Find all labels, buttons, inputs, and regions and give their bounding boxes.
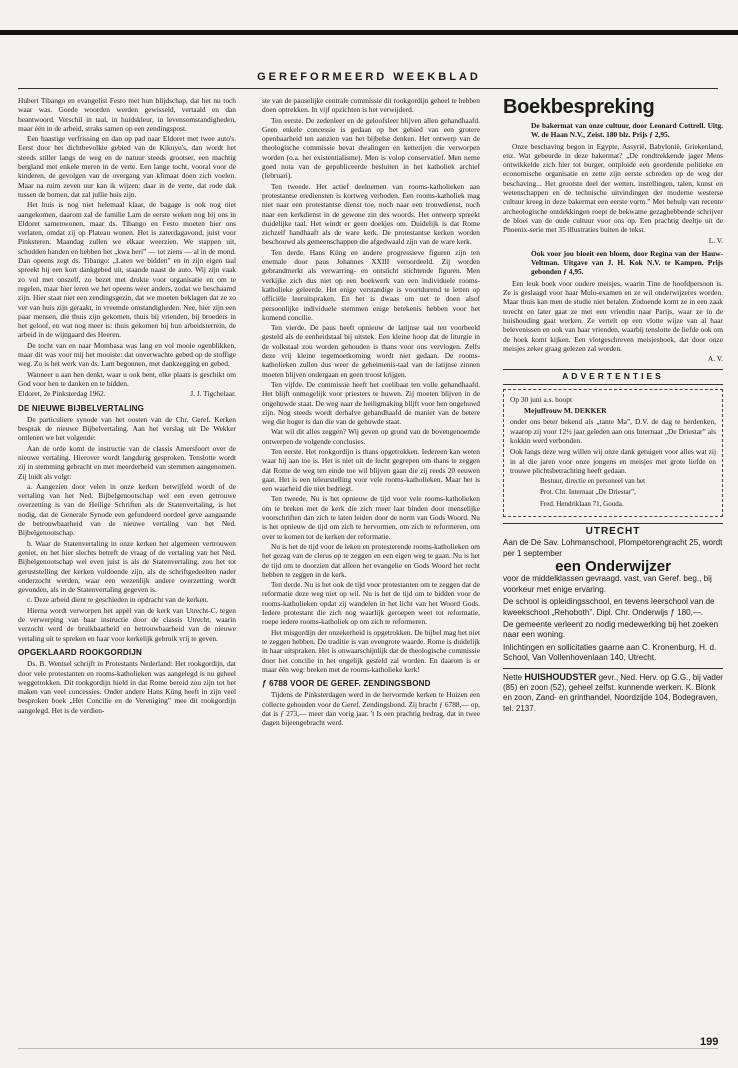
paragraph: De tocht van en naar Mombasa was lang en vol mooie ogenblikken, maar dit was voor mij het mooiste: dat onverwachte gebed op de stoffige weg. Zo is het werk van ds. Lam begonnen, met dankzegging en gebed. (18, 340, 236, 369)
reviewer-initials: A. V. (707, 354, 723, 364)
paragraph: Ten vijfde. De commissie heeft het coelibaat ten volle gehandhaafd. Het blijft onmogelijk voor priesters te huwen. Zij moeten blijven in de ongehuwde staat. De weg naar de heiligmaking blijft voor hen ongehuwd zijn. Nog steeds wordt derhalve gehandhaafd de manier van de betere weg die hoger is dan die van de gehuwde staat. (262, 379, 480, 427)
paragraph: Wanneer u aan hen denkt, waar u ook bent, elke plaats is geschikt om God voor hen te danken en te bidden. (18, 369, 236, 388)
column-1 (18, 96, 236, 1038)
paragraph: Een leuk boek voor oudere meisjes, waarin Tine de hoofdpersoon is. Ze is geslaagd voor haar Mulo-examen en ze wil onderwijzeres worden. Maar thuis kan men de studie niet betalen. Zodoende komt ze in een zaak terecht en later gaat ze met een vriendin naar Parijs, waar ze in de huishouding gaat werken. Ze vertelt op een vlotte wijze van al haar belevenissen en ook van haar vrienden, waarbij tenslotte de liefde ook om de hoek komt kijken. Een vlotgeschreven meisjesboek, dat door onze meisjes zeker graag gelezen zal worden. (503, 278, 723, 353)
ad-text: voor de middelklassen gevraagd. vast, van Geref. beg., bij voorkeur met enige ervaring. (503, 574, 712, 594)
paragraph: ste van de pauselijke centrale commissie dit rookgordijn geheel te hebben doen optrekken. In vijf opzichten is het verwijderd. (262, 96, 480, 115)
housekeeper-advertisement (503, 668, 723, 714)
review-signature (503, 354, 723, 363)
ad-text (503, 672, 723, 714)
paragraph: De particuliere synode van het oosten van de Chr. Geref. Kerken besprak de nieuwe Bijbelvertaling. Aan het verslag uit De Wekker ontlenen we het volgende: (18, 414, 236, 443)
ad-city: UTRECHT (585, 525, 641, 537)
notice-signature: Prot. Chr. Internaat „De Driestar”, (540, 488, 636, 497)
masthead: GEREFORMEERD WEEKBLAD (257, 71, 481, 83)
anniversary-notice (503, 389, 723, 517)
ad-text-rest: gevr., Ned. Herv. op G.G., bij vader (85) en zoon (52), geheel zelfst. kunnende werken. K. Blonk en zoon, Zand- en grinthandel, Noordzijde 104, Bodegraven, tel. 2137. (503, 672, 723, 713)
section-heading: DE NIEUWE BIJBELVERTALING (18, 403, 145, 413)
notice-text: onder ons beter bekend als „tante Ma”, D.V. de dag te herdenken, waarop zij voor 12½ jaar geleden aan ons Internaat „De Driestar” als kokkin werd verbonden. (510, 417, 716, 445)
ad-keyword: HUISHOUDSTER (524, 671, 597, 682)
ad-text: Aan de De Sav. Lohmanschool, Plompetorengracht 25, wordt per 1 september (503, 538, 723, 558)
top-rule (0, 30, 738, 35)
column-3 (503, 96, 723, 1038)
job-advertisement (503, 523, 723, 664)
bottom-rule (18, 1048, 718, 1049)
ad-text: Inlichtingen en sollicitaties gaarne aan C. Kronenburg, H. d. School, Van Vollenhovenlaan 140, Utrecht. (503, 642, 717, 663)
review-signature (503, 236, 723, 245)
masthead-rule (18, 88, 718, 89)
book-reference: Ook voor jou bloeit een bloem, door Regina van der Hauw-Veltman. Uitgave van J. H. Kok N.V. te Kampen. Prijs gebonden ƒ 4,95. (531, 248, 723, 277)
book-reference: De bakermat van onze cultuur, door Leonard Cottrell. Uitg. W. de Haan N.V., Zeist. 180 blz. Prijs ƒ 2,95. (531, 121, 723, 140)
ad-text: De gemeente verleent zo nodig medewerking bij het zoeken naar een woning. (503, 620, 719, 640)
author: J. J. Tigchelaar. (190, 389, 236, 399)
page-number: 199 (700, 1036, 719, 1048)
ad-headline: een Onderwijzer (555, 558, 671, 576)
paragraph: a. Aangezien door velen in onze kerken betwijfeld wordt of de vertaling van het Ned. Bijbelgenootschap wel een even getrouwe overzetting is van de Heilige Schriften als de Statenvertaling, is het nodig, dat de Generale Synode een gefundeerd oordeel geve aangaande de betrouwbaarheid van de nieuwe vertaling van het Ned. Bijbelgenootschap. (18, 481, 236, 538)
paragraph: Ten tweede. Het actief deelnemen van rooms-katholieken aan protestantse erediensten is kortweg verboden. Een rooms-katholiek mag niet naar een protestantse dienst toe, noch naar een trouwdienst, noch naar een kerkdienst in de gewone zin des woords. Het ontwerp spreekt duidelijke taal. Het windt er geen doekjes om. Duidelijk is dat Rome zichzelf handhaaft als de ware kerk. De protestantse kerken worden beschouwd als gemeenschappen die afgedwaald zijn van de ware kerk. (262, 181, 480, 247)
paragraph: Aan de orde komt de instructie van de classis Amersfoort over de nieuwe vertaling. Hierover wordt langdurig gesproken. Tenslotte wordt zij in stemming gebracht en met meerderheid van stemmen aangenomen. Zij luidt als volgt: (18, 443, 236, 481)
paragraph: Nu is het de tijd voor de leken en protesterende rooms-katholieken om het gezag van de clerus op te zeggen en een eigen weg te gaan. Nu is het de tijd om te doorzien dat alleen het evangelie en Gods Woord het recht hebben te zeggen in de kerk. (262, 541, 480, 579)
paragraph: Onze beschaving begon in Egypte, Assyrië, Babylonië, Griekenland, enz. Wat gebeurde in deze bakermat? „De rondtrekkende jager Mens ontwikkelde zich hier tot burger, ontploide een geordende politieke en economische organisatie en zette zijn eerste schreden op de weg der beschaving... Het grootste deel der wetten, instellingen, talen, kunst en wetenschappen en de technische uitvindingen der moderne westerse cultuur kreeg in deze bakermat een eerste vorm.” Met behulp van recente archeologische ontdekkingen roept de bekwame gezaghebbende schrijver de bloei van de oude cultuur voor ons op. Een prachtig deeltje uit de Phoenix-serie met 35 illustraties buiten de tekst. (503, 141, 723, 235)
paragraph: Hierna wordt verworpen het appèl van de kerk van Utrecht-C. tegen de verwerping van haar instructie door de classis Utrecht, waarin verzocht werd de bruikbaarheid en betrouwbaarheid van de nieuwe vertaling uit te spreken en haar voor kerkelijk gebruik vrij te geven. (18, 605, 236, 643)
paragraph: Wat wil dit alles zeggen? Wij geven op grond van de bovengenoemde ontwerpen de volgende conclusies. (262, 427, 480, 446)
paragraph: Ten derde. Hans Küng en andere progressieve figuren zijn ten enemale door paus Johannes XXIII veroordeeld. Zij worden gebrandmerkt als verwarring- en ontsticht stichtende figuren. Men verkijke zich dus niet op een boekwerk van een individuele rooms-katholieke geleerde. Het enige verstandige is voortdurend te letten op officiële leeruitspraken. En het is dwaas om net te doen alsof persoonlijke individuele stemmen enige betekenis hebben voor het komend concilie. (262, 247, 480, 322)
notice-name: Mejuffrouw M. DEKKER (524, 406, 607, 416)
paragraph: Ten eerste. Het rookgordijn is thans opgetrokken. Iedereen kan weten waar hij aan toe is. Het is niet uit de lucht gegrepen om thans te zeggen dat Rome de weg ten einde toe wil blijven gaan die zij reeds 20 eeuwen gaat. Het is een teleurstelling voor vele rooms-katholieken. Maar het is een waarheid die niet bedriegt. (262, 446, 480, 494)
paragraph: Tijdens de Pinksterdagen werd in de hervormde kerken te Huizen een collecte gehouden voor de Geref. Zendingsbond. Zij bracht ƒ 6788,— op, dat is ƒ 273,— meer dan vorig jaar. 't Is een prachtig bedrag, dat in twee dagen bijeengebracht werd. (262, 690, 480, 728)
paragraph: c. Deze arbeid dient te geschieden in opdracht van de kerken. (27, 595, 209, 605)
ad-text: De school is opleidingsschool, en tevens leerschool van de kweekschool „Rehoboth”. Dipl. Chr. Onderwijs ƒ 180,—. (503, 597, 715, 617)
section-heading: ƒ 6788 VOOR DE GEREF. ZENDINGSBOND (262, 679, 431, 689)
section-title: Boekbespreking (503, 96, 655, 118)
article-signature (18, 389, 236, 398)
paragraph: Ds. B. Wentsel schrijft in Protestants Nederland: Het rookgordijn, dat door vele protestanten en rooms-katholieken was aangelegd is nu geheel weggetrokken. Dit rookgordijn hield in dat Rome bereid zou zijn tot het maken van veel concessies. Onder andere Hans Küng heeft in zijn veel besproken boek „Het Concilie en de Vereniging” mee dit rookgordijn aangelegd. Het is de verdien- (18, 659, 236, 715)
paragraph: Een haastige verfrissing en dan op pad naar Eldoret met twee auto's. Eerst door het dichtbevolkte gebied van de Kikuyu's, dan wordt het steeds stiller langs de weg en de natuur steeds grootser, een machtig bergland met enkele meren in de verte. Een lange tocht, vooral voor de kinderen, de gevolgen van de overgang van klimaat doen zich voelen. Maar na ruim zeven uur kan ik wijzen: daar in de verte, dat rode dak tussen de bomen, dat zal jullie huis zijn. (18, 134, 236, 199)
paragraph: Het huis is nog niet helemaal klaar, de bagage is ook nog niet aangekomen, daarom zal de familie Lam de eerste weken nog bij ons in Eldoret samenwonen, maar ds. Tibango en Festo moeten hier ons verlaten, omdat zij op Plateau wonen. Het is zaterdagavond, juist voor Pinksteren. Maandag zullen we elkaar weerzien. We stappen uit, schudden handen en hebben het „kwa heri” — tot ziens — al in de mond. Dan opeens zegt ds. Tibango: „Laten we bidden” en in zijn eigen taal spreekt hij een kort dankgebed uit, staande naast de auto. Wij zijn vaak zo vol met onszelf, zo bezet met drukte voor organisatie en om te regelen, maar hier leren we het opeens weer anders, zodat we beschaamd zijn. Hier staat niet een zendingsgezin, dat we moeten beklagen dat ze zo ver van huis zijn geraakt, in vreemde omstandigheden. Nee, hier zijn een paar mensen, die thuis zijn gekomen, thuis bij vrienden, bij broeders in het geloof, en wat nog meer is: thuis gekomen bij hun arbeidsterrein, de arbeid in de wijngaard des Heeren. (18, 200, 236, 340)
notice-text: Op 30 juni a.s. hoopt (510, 394, 572, 404)
paragraph: Ten vierde. De paus heeft opnieuw de latijnse taal ten voorbeeld gesteld als de eenheidstaal bij uitstek. Een kleine hoop dat de liturgie in de volkstaal zou worden gehouden is thans voor ons vervlogen. Zelfs deze vrij kleine tegemoetkoming wordt niet gedaan. De rooms-katholieken zullen dus weer de geheimenis-taal van de latijnse zinnen moeten blijven ondergaan en geen troost krijgen. (262, 323, 480, 379)
paragraph: Hubert Tibango en evangelist Festo met hun blijdschap, dat het nu toch waar was. Goede woorden werden gewisseld, vertaald en dan beantwoord. Verschil in taal, in huidskleur, in levensomstandigheden, maar één in de arbeid, straks samen op een zendingspost. (18, 96, 236, 133)
paragraph: Ten eerste. De zedenleer en de geloofsleer blijven allen gehandhaafd. Geen enkele concessie is gedaan op het gebied van een grotere openbaarheid ten aanzien van het bijbelse denken. Het ontwerp van de theologische commissie bevat dwalingen en ketterijen die verworpen worden (o.a. het existentialisme). Men is volop conservatief. Men neme goed nota van de gepubliceerde besluiten in het katholiek archief (februari). (262, 115, 480, 181)
paragraph: Het misgordijn der onzekerheid is opgetrokken. De bijbel mag het niet te zeggen hebben. De traditie is van evengrote waarde. Rome is duidelijk in haar uitspraken. Het is onwaarschijnlijk dat de theologische commissie door het concilie in het ongelijk gesteld zal worden. En daarom is er maar één weg: breken met de rooms-katholieke kerk! (262, 627, 480, 674)
paragraph: Ten tweede. Nu is het opnieuw de tijd voor vele rooms-katholieken om te breken met de kerk die zich meer laat binden door menselijke voorschriften dan zich te laten leiden door de norm van Gods Woord. Nu is het opnieuw de tijd om zich te hervormen, om zich te reformeren, om over te komen tot de kerken der reformatie. (262, 494, 480, 541)
ad-text-lead: Nette (503, 672, 523, 682)
paragraph: b. Waar de Statenvertaling in onze kerken het algemeen vertrouwen geniet, en het hier slechts betreft de vraag of de vertaling van het Ned. Bijbelgenootschap wel even juist is als de Statenvertaling, zou het tot geruststelling der kerken voldoende zijn, als de schriftgedeelten nader onderzocht werden, waar een wezenlijk andere overzetting wordt gevonden, als in de Statenvertaling gegeven is. (18, 538, 236, 595)
column-2 (262, 96, 480, 1038)
notice-signature: Bestuur, directie en personeel van het (540, 477, 646, 486)
reviewer-initials: L. V. (708, 235, 723, 245)
dateline: Eldoret, 2e Pinksterdag 1962. (18, 389, 106, 399)
notice-signature: Fred. Hendriklaan 71, Gouda. (540, 499, 624, 508)
ads-heading: ADVERTENTIES (503, 369, 723, 384)
notice-text: Ook langs deze weg willen wij onze dank getuigen voor alles wat zij in al die jaren voor onze jongens en meisjes met grote liefde en trouwe plichtsbetrachting heeft gedaan. (510, 447, 716, 475)
paragraph: Ten derde. Nu is het ook de tijd voor protestanten om te zeggen dat de reformatie deze weg niet op wil. Nu is het de tijd om te bidden voor de rooms-katholieken opdat zij wandelen in het licht van het Woord Gods. Iedere protestant die zich nog waarlijk geroepen weet tot reformatie, roepe iedere rooms-katholiek op om zich te reformeren. (262, 580, 480, 627)
section-heading: OPGEKLAARD ROOKGORDIJN (18, 647, 142, 657)
